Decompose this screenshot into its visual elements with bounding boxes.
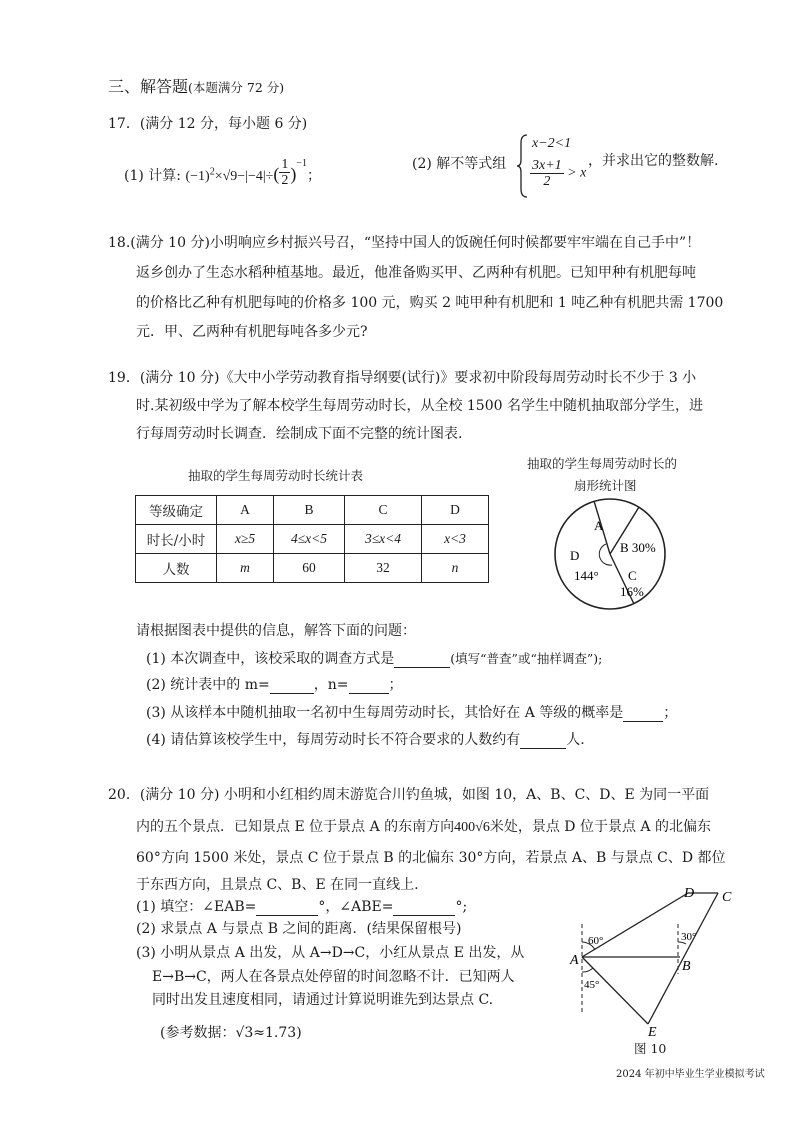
q17-p1-fraction xyxy=(279,157,290,188)
q17-header: 17．(满分 12 分，每小题 6 分) xyxy=(108,116,308,132)
pie-label-b: B 30% xyxy=(620,540,656,555)
section-note: (本题满分 72 分) xyxy=(188,80,285,95)
q19-sub2-n: ，n= xyxy=(313,677,349,693)
segment-ad xyxy=(582,893,688,957)
q19-sub2-end: ； xyxy=(388,677,403,693)
pie-label-a: A xyxy=(594,518,604,533)
q17-p1-frac-num: 1 xyxy=(281,156,289,172)
q19-sub3-end: ； xyxy=(663,705,678,721)
q19-sub1-note: (填写“普查”或“抽样调查”); xyxy=(450,651,603,666)
table-cell: 3≤x<4 xyxy=(345,525,422,554)
figure-10 xyxy=(568,884,748,1054)
table-cell: m xyxy=(217,554,274,583)
q17-ineq-line2 xyxy=(530,158,586,189)
answer-blank[interactable] xyxy=(256,901,318,916)
q18-line3: 的价格比乙种有机肥每吨的价格多 100 元，购买 2 吨甲种有机肥和 1 吨乙种有机肥共需 1700 xyxy=(136,295,724,311)
answer-blank[interactable] xyxy=(349,679,389,694)
q19-sub4-end: 人. xyxy=(566,732,585,748)
table-cell: 32 xyxy=(345,554,422,583)
q19-line3: 行每周劳动时长调查．绘制成下面不完整的统计图表. xyxy=(136,426,463,442)
q20-line2 xyxy=(136,818,711,837)
q17-p1-expr-a: (−1) xyxy=(185,169,210,184)
answer-blank[interactable] xyxy=(393,901,455,916)
q18-line2: 返乡创办了生态水稻种植基地。最近，他准备购买甲、乙两种有机肥。已知甲种有机肥每吨 xyxy=(136,265,696,281)
angle-45-arc xyxy=(582,968,593,972)
pie-label-c: C xyxy=(628,568,637,583)
footer-text: 2024 年初中毕业生学业模拟考试 xyxy=(616,1069,765,1080)
answer-blank[interactable] xyxy=(623,707,663,722)
q19-sub4 xyxy=(146,731,585,749)
q20-sub1-text: (1) 填空：∠EAB= xyxy=(136,899,257,915)
q18-line1: 18.(满分 10 分)小明响应乡村振兴号召，“坚持中国人的饭碗任何时候都要牢牢端在自己手中”！ xyxy=(108,235,701,251)
stats-table xyxy=(135,495,489,583)
q18-line4: 元．甲、乙两种有机肥每吨各多少元? xyxy=(136,324,368,340)
q20-sub1-mid: °，∠ABE= xyxy=(318,899,394,915)
q20-line2-b: 400√6 xyxy=(454,820,490,835)
q20-sub1-end: °; xyxy=(455,899,468,915)
table-cell: x≥5 xyxy=(217,525,274,554)
q17-part2-label: (2) 解不等式组 xyxy=(412,156,507,172)
q17-part2-tail: ，并求出它的整数解. xyxy=(588,153,719,169)
q19-sub1 xyxy=(146,650,602,668)
section-title-text: 三、解答题 xyxy=(108,77,189,96)
q20-sub2: (2) 求景点 A 与景点 B 之间的距离．(结果保留根号) xyxy=(136,921,462,937)
fig-angle-30: 30° xyxy=(681,931,697,943)
answer-blank[interactable] xyxy=(270,679,314,694)
table-header-row xyxy=(136,496,489,525)
q19-sub2-text: (2) 统计表中的 m= xyxy=(146,677,270,693)
q19-line2: 时.某初级中学为了解本校学生每周劳动时长，从全校 1500 名学生中随机抽取部分学生，进 xyxy=(136,398,703,414)
table-cell: 60 xyxy=(274,554,345,583)
q17-brace xyxy=(516,133,530,199)
q19-sub3-text: (3) 从该样本中随机抽取一名初中生每周劳动时长，其恰好在 A 等级的概率是 xyxy=(146,705,624,721)
q20-sub3-line2: E→B→C，两人在各景点处停留的时间忽略不计．已知两人 xyxy=(152,969,515,985)
table-row xyxy=(136,525,489,554)
q19-sub4-text: (4) 请估算该校学生中，每周劳动时长不符合要求的人数约有 xyxy=(146,732,521,748)
q20-line1: 20．(满分 10 分) 小明和小红相约周末游览合川钓鱼城，如图 10，A、B、C、D、E 为同一平面 xyxy=(108,787,710,803)
q20-line3: 60°方向 1500 米处，景点 C 位于景点 B 的北偏东 30°方向，若景点 A、B 与景点 C、D 都位 xyxy=(136,850,726,866)
fig-label-e: E xyxy=(648,1025,657,1040)
table-cell: A xyxy=(217,496,274,525)
table-cell: 时长/小时 xyxy=(136,525,217,554)
pie-title-line2: 扇形统计图 xyxy=(574,478,637,493)
table-cell: C xyxy=(345,496,422,525)
fig-label-b: B xyxy=(682,959,691,974)
fig-angle-45: 45° xyxy=(584,979,600,991)
table-cell: 4≤x<5 xyxy=(274,525,345,554)
q17-part1: (1) 计算: $(-1)^2\times√9-|-4|\div$( $\frac{1}{2}$ )$^{-1}$； xyxy=(124,156,322,188)
table-cell: 人数 xyxy=(136,554,217,583)
table-cell: x<3 xyxy=(422,525,489,554)
table-cell: n xyxy=(422,554,489,583)
pie-title-line1: 抽取的学生每周劳动时长的 xyxy=(527,456,678,471)
q19-instruction: 请根据图表中提供的信息，解答下面的问题： xyxy=(136,623,416,639)
fig-label-a: A xyxy=(570,953,579,968)
q17-p1-end: ； xyxy=(307,168,322,184)
q19-sub1-text: (1) 本次调查中，该校采取的调查方式是 xyxy=(146,651,395,667)
q17-p1-rest: −|−4|÷ xyxy=(237,169,274,184)
table-cell: D xyxy=(422,496,489,525)
fig-label-d: D xyxy=(684,886,695,901)
q17-p1-label: (1) 计算: xyxy=(124,168,181,184)
q17-p1-sqrt: √9 xyxy=(222,169,238,184)
answer-blank[interactable] xyxy=(394,653,450,668)
fig-label-c: C xyxy=(722,890,732,905)
table-row xyxy=(136,554,489,583)
section-title xyxy=(108,78,284,97)
q19-sub2 xyxy=(146,676,403,694)
answer-blank[interactable] xyxy=(520,734,566,749)
q17-ineq-den: 2 xyxy=(543,174,551,189)
pie-chart xyxy=(550,494,670,614)
q20-sub3-line3: 同时出发且速度相同，请通过计算说明谁先到达景点 C. xyxy=(152,992,494,1008)
q17-ineq-gt: > x xyxy=(567,165,587,181)
q17-ineq-line1: x−2<1 xyxy=(532,136,572,151)
q20-line4: 于东西方向，且景点 C、B、E 在同一直线上. xyxy=(136,877,419,893)
pie-label-d: D xyxy=(570,548,580,563)
q17-ineq-fraction xyxy=(530,158,564,189)
q20-sub1 xyxy=(136,898,467,916)
q19-line1: 19．(满分 10 分)《大中小学劳动教育指导纲要(试行)》要求初中阶段每周劳动时长不少于 3 小 xyxy=(108,370,697,386)
q17-ineq-num: 3x+1 xyxy=(532,158,562,173)
q17-p1-frac-den: 2 xyxy=(281,172,289,188)
q17-p1-times: × xyxy=(214,169,223,184)
table-title: 抽取的学生每周劳动时长统计表 xyxy=(188,468,364,483)
table-cell: B xyxy=(274,496,345,525)
q20-sub3-line1: (3) 小明从景点 A 出发，从 A→D→C，小红从景点 E 出发，从 xyxy=(136,945,525,961)
q17-p1-exp2: 2 xyxy=(209,166,215,178)
q17-p1-exp-neg1: −1 xyxy=(296,158,308,169)
q20-line2-c: 米处，景点 D 位于景点 A 的北偏东 xyxy=(489,819,711,835)
fig-angle-60: 60° xyxy=(588,935,604,947)
q19-sub3 xyxy=(146,704,677,722)
pie-label-d-angle: 144° xyxy=(574,568,599,583)
table-cell: 等级确定 xyxy=(136,496,217,525)
pie-label-c-pct: 16% xyxy=(620,584,644,599)
q20-reference: (参考数据：√3≈1.73) xyxy=(160,1025,302,1041)
q20-line2-a: 内的五个景点．已知景点 E 位于景点 A 的东南方向 xyxy=(136,819,455,835)
figure-caption: 图 10 xyxy=(634,1041,667,1056)
